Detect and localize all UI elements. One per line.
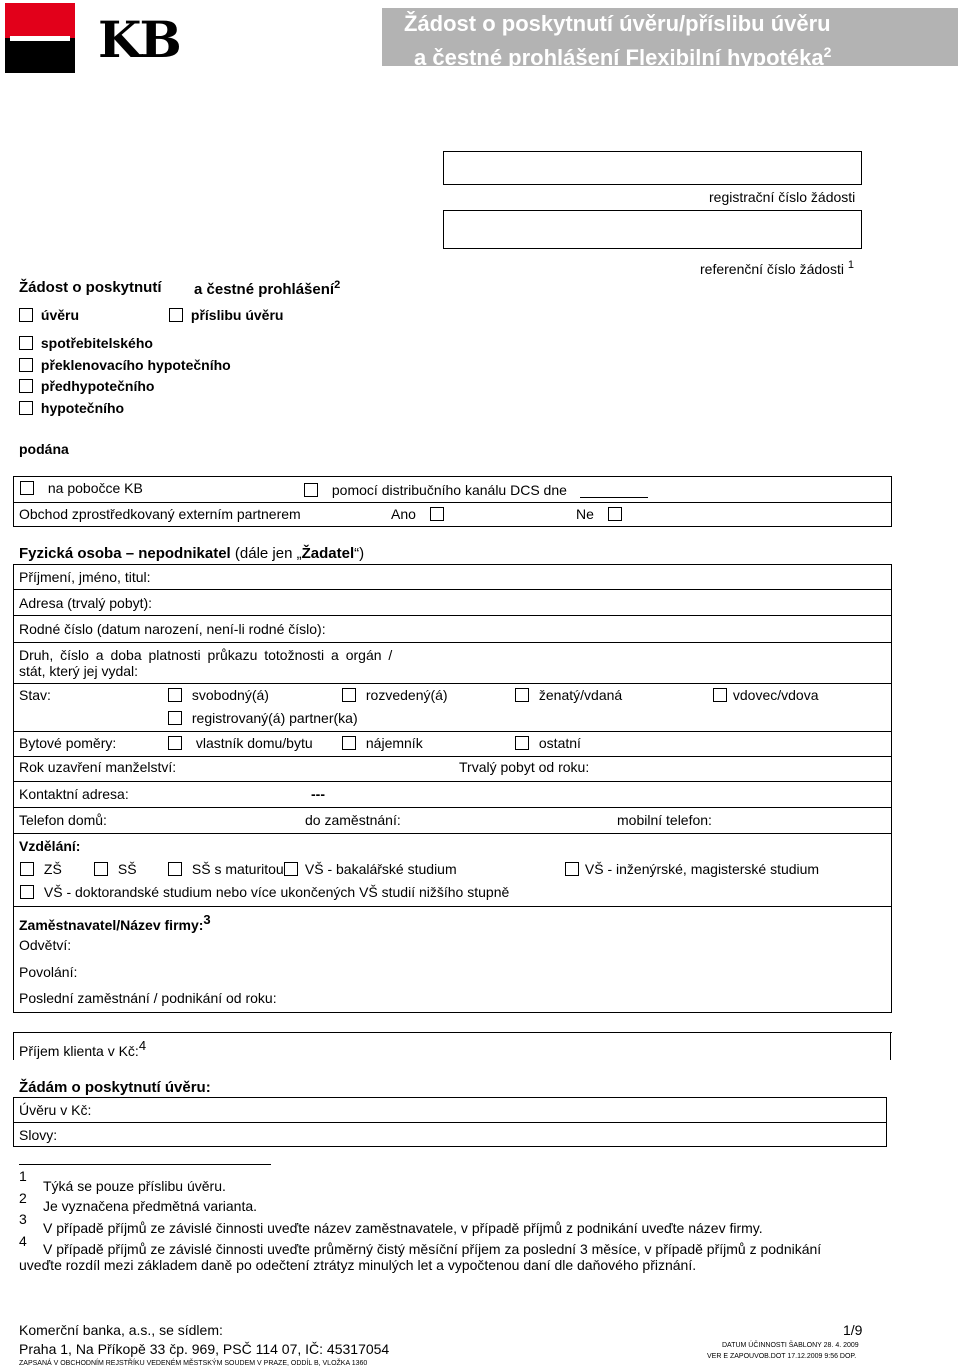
yes-checkbox[interactable] [430,507,444,521]
edu-secondary-exam[interactable]: SŠ s maturitou [168,861,284,877]
edu-doctoral-checkbox[interactable] [20,885,34,899]
widowed-checkbox[interactable] [713,688,727,702]
footnote-separator [19,1164,271,1165]
person-heading: Fyzická osoba – nepodnikatel (dále jen „Žadatel“) [19,545,365,562]
address-label: Adresa (trvalý pobyt): [19,595,153,611]
pre-mortgage-checkbox[interactable] [19,379,33,393]
registration-number-label: registrační číslo žádosti [709,189,856,205]
footer-validity: DATUM ÚČINNOSTI ŠABLONY 28. 4. 2009 [722,1342,859,1349]
owner-checkbox[interactable] [168,736,182,750]
divorced-checkbox[interactable] [342,688,356,702]
status-partner[interactable]: registrovaný(á) partner(ka) [168,710,358,726]
type-consumer[interactable]: spotřebitelského [19,335,153,351]
footnote-4-cont: uveďte rozdíl mezi základem daně po odečtení ztrátyz minulých let a vypočtenou daní dle daňového přiznání. [19,1257,697,1273]
title-line-2: a čestné prohlášení Flexibilní hypotéka$^2$ [414,44,832,70]
contact-address-label: Kontaktní adresa: [19,786,129,802]
birth-number-label: Rodné číslo (datum narození, není-li rodné číslo): [19,621,326,637]
footer-bank-line1: Komerční banka, a.s., se sídlem: [19,1322,223,1338]
edu-secondary-exam-checkbox[interactable] [168,862,182,876]
request-heading-right: a čestné prohlášení$^2$ [194,279,341,298]
edu-bachelor[interactable]: VŠ - bakalářské studium [284,861,457,877]
id-doc-label-1: Druh, číslo a doba platnosti průkazu totožnosti a orgán / [19,647,393,663]
footnote-3: 3 V případě příjmů ze závislé činnosti uveďte název zaměstnavatele, v případě příjmů z podnikání uveďte název firmy. [19,1211,763,1236]
option-promise[interactable]: příslibu úvěru [169,307,283,323]
dcs-checkbox[interactable] [304,483,318,497]
marriage-year-label: Rok uzavření manželství: [19,759,177,775]
channel-branch[interactable]: na pobočce KB [20,480,143,496]
footer-bank-line2: Praha 1, Na Příkopě 33 čp. 969, PSČ 114 07, IČ: 45317054 [19,1341,390,1357]
edu-master[interactable]: VŠ - inženýrské, magisterské studium [565,861,819,877]
no-checkbox[interactable] [608,507,622,521]
footer-page-number: 1/9 [843,1322,863,1338]
loan-request-heading: Žádám o poskytnutí úvěru: [19,1079,211,1096]
employer-label: Zaměstnavatel/Název firmy:3 [19,912,211,933]
option-loan[interactable]: úvěru [19,307,79,323]
loan-checkbox[interactable] [19,308,33,322]
married-checkbox[interactable] [515,688,529,702]
housing-owner[interactable]: vlastník domu/bytu [168,735,313,751]
footer-version: VER E ZAPOUVOB.DOT 17.12.2009 9:56 DOP. [707,1353,857,1360]
housing-label: Bytové poměry: [19,735,117,751]
last-employment-label: Poslední zaměstnání / podnikání od roku: [19,990,277,1006]
channel-external: Obchod zprostředkovaný externím partnerem [19,506,301,522]
phone-home-label: Telefon domů: [19,812,107,828]
contact-address-value: --- [311,786,325,802]
branch-checkbox[interactable] [20,481,34,495]
submitted-label: podána [19,441,69,457]
type-mortgage[interactable]: hypotečního [19,400,124,416]
document-title [382,8,958,70]
edu-secondary[interactable]: SŠ [94,861,137,877]
single-checkbox[interactable] [168,688,182,702]
edu-master-checkbox[interactable] [565,862,579,876]
channel-yes[interactable]: Ano [391,506,444,522]
status-divorced[interactable]: rozvedený(á) [342,687,448,703]
education-label: Vzdělání: [19,838,81,854]
phone-work-label: do zaměstnání: [305,812,401,828]
footnote-1: 1 Týká se pouze příslibu úvěru. [19,1168,226,1194]
status-single[interactable]: svobodný(á) [168,687,269,703]
housing-tenant[interactable]: nájemník [342,735,423,751]
channel-dcs[interactable]: pomocí distribučního kanálu DCS dne [304,482,567,498]
tenant-checkbox[interactable] [342,736,356,750]
other-checkbox[interactable] [515,736,529,750]
registration-number-field[interactable] [443,151,862,185]
channel-no[interactable]: Ne [576,506,622,522]
name-label: Příjmení, jméno, titul: [19,569,151,585]
profession-label: Povolání: [19,964,78,980]
residence-since-label: Trvalý pobyt od roku: [459,759,590,775]
edu-basic[interactable]: ZŠ [20,861,62,877]
housing-other[interactable]: ostatní [515,735,581,751]
bridging-checkbox[interactable] [19,358,33,372]
reference-number-label: referenční číslo žádosti $^1$ [700,259,854,277]
consumer-checkbox[interactable] [19,336,33,350]
request-heading-left: Žádost o poskytnutí [19,279,162,296]
id-doc-label-2: stát, který jej vydal: [19,663,139,679]
promise-checkbox[interactable] [169,308,183,322]
title-line-1: Žádost o poskytnutí úvěru/příslibu úvěru [404,11,831,36]
income-label: Příjem klienta v Kč:4 [19,1038,147,1059]
industry-label: Odvětví: [19,937,72,953]
footer-bank-line3: ZAPSANÁ V OBCHODNÍM REJSTŘÍKU VEDENÉM MĚSTSKÝM SOUDEM V PRAZE, ODDÍL B, VLOŽKA 1360 [19,1360,368,1367]
partner-checkbox[interactable] [168,711,182,725]
status-label: Stav: [19,687,51,703]
phone-mobile-label: mobilní telefon: [617,812,712,828]
edu-bachelor-checkbox[interactable] [284,862,298,876]
edu-secondary-checkbox[interactable] [94,862,108,876]
mortgage-checkbox[interactable] [19,401,33,415]
status-married[interactable]: ženatý/vdaná [515,687,622,703]
status-widowed[interactable]: vdovec/vdova [713,687,819,703]
loan-amount-label: Úvěru v Kč: [19,1102,92,1118]
type-pre-mortgage[interactable]: předhypotečního [19,378,154,394]
loan-words-label: Slovy: [19,1127,58,1143]
reference-number-field[interactable] [443,210,862,249]
type-bridging[interactable]: překlenovacího hypotečního [19,357,231,373]
edu-basic-checkbox[interactable] [20,862,34,876]
logo-text: KB [98,10,180,69]
footnote-4: 4 V případě příjmů ze závislé činnosti uveďte průměrný čistý měsíční příjem za poslední 3 měsíce, v případě příjmů z podnikání [19,1233,822,1257]
footnote-2: 2 Je vyznačena předmětná varianta. [19,1190,258,1214]
edu-doctoral[interactable]: VŠ - doktorandské studium nebo více ukončených VŠ studií nižšího stupně [20,884,509,900]
